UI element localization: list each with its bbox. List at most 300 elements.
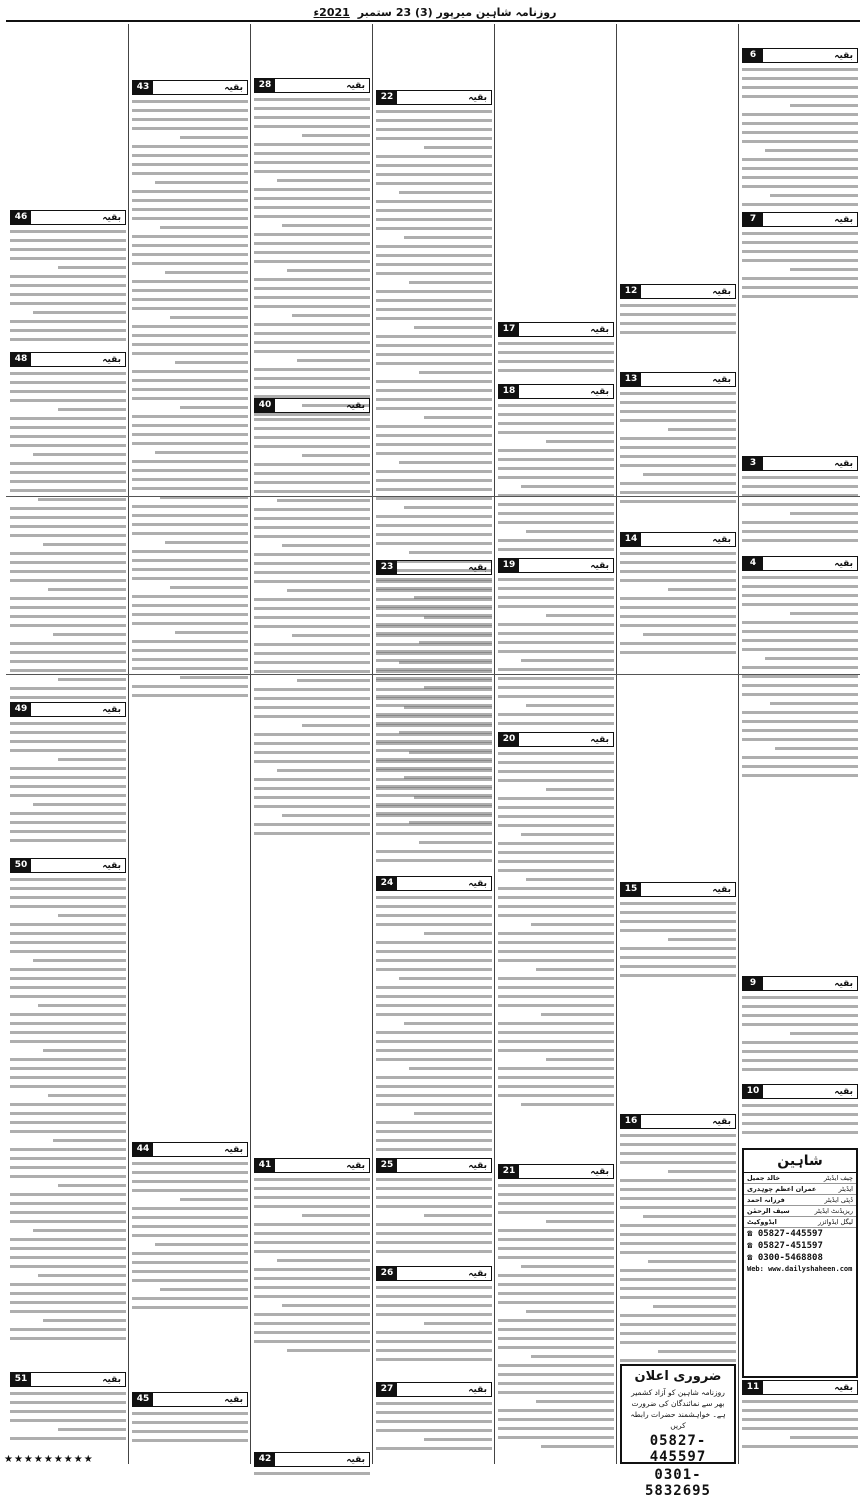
text-line <box>376 724 492 727</box>
story-body <box>498 339 614 375</box>
text-line <box>10 597 126 600</box>
text-line <box>424 1214 492 1217</box>
text-line <box>376 1187 492 1190</box>
text-line <box>498 797 614 800</box>
text-line <box>376 742 492 745</box>
text-line <box>376 823 492 826</box>
text-line <box>498 650 614 653</box>
text-line <box>498 1022 614 1025</box>
text-line <box>498 1373 614 1376</box>
text-line <box>620 1179 736 1182</box>
continuation-tag: بقیہ <box>834 1086 853 1097</box>
text-line <box>254 607 370 610</box>
continued-story <box>132 1142 248 1312</box>
text-line <box>254 1223 370 1226</box>
text-line <box>742 1104 858 1107</box>
text-line <box>132 262 248 265</box>
text-line <box>653 1305 736 1308</box>
text-line <box>10 722 126 725</box>
text-line <box>620 410 736 413</box>
text-line <box>742 86 858 89</box>
text-line <box>376 263 492 266</box>
text-line <box>10 812 126 815</box>
text-line <box>742 203 858 206</box>
text-line <box>376 443 492 446</box>
text-line <box>620 1206 736 1209</box>
text-line <box>132 505 248 508</box>
text-line <box>132 559 248 562</box>
text-line <box>498 713 614 716</box>
text-line <box>10 941 126 944</box>
text-line <box>376 805 492 808</box>
text-line <box>132 1171 248 1174</box>
text-line <box>414 1112 492 1115</box>
story-header <box>376 876 492 891</box>
text-line <box>376 914 492 917</box>
story-header <box>10 858 126 873</box>
text-line <box>498 548 614 551</box>
text-line <box>132 1439 248 1442</box>
text-line <box>376 1004 492 1007</box>
text-line <box>376 959 492 962</box>
text-line <box>10 1157 126 1160</box>
text-line <box>10 749 126 752</box>
continued-story <box>498 732 614 1112</box>
continued-story <box>742 976 858 1076</box>
text-line <box>498 1301 614 1304</box>
text-line <box>10 767 126 770</box>
continuation-tag: بقیہ <box>102 212 121 223</box>
text-line <box>742 259 858 262</box>
text-line <box>254 107 370 110</box>
text-line <box>498 677 614 680</box>
text-line <box>498 806 614 809</box>
text-line <box>10 968 126 971</box>
story-number: 15 <box>621 883 641 896</box>
text-line <box>132 685 248 688</box>
story-number: 13 <box>621 373 641 386</box>
text-line <box>742 140 858 143</box>
text-line <box>498 1049 614 1052</box>
text-line <box>526 878 614 881</box>
text-line <box>742 277 858 280</box>
continuation-tag: بقیہ <box>468 1160 487 1171</box>
text-line <box>10 669 126 672</box>
text-line <box>10 995 126 998</box>
continued-story <box>254 1158 370 1358</box>
text-line <box>254 350 370 353</box>
text-line <box>10 1022 126 1025</box>
text-line <box>10 1076 126 1079</box>
text-line <box>10 1031 126 1034</box>
continuation-tag: بقیہ <box>346 1454 365 1465</box>
newspaper-page <box>6 24 860 1499</box>
continuation-tag: بقیہ <box>712 534 731 545</box>
continued-story <box>742 212 858 302</box>
text-line <box>376 218 492 221</box>
text-line <box>132 1216 248 1219</box>
text-line <box>10 1247 126 1250</box>
text-line <box>254 377 370 380</box>
text-line <box>10 1193 126 1196</box>
text-line <box>498 369 614 372</box>
text-line <box>376 1241 492 1244</box>
text-line <box>254 805 370 808</box>
text-line <box>10 390 126 393</box>
text-line <box>376 155 492 158</box>
text-line <box>498 431 614 434</box>
story-body <box>376 1283 492 1364</box>
text-line <box>132 667 248 670</box>
staff-name: ایڈووکیٹ <box>747 1218 777 1226</box>
text-line <box>33 1229 126 1232</box>
text-line <box>10 516 126 519</box>
continuation-tag: بقیہ <box>102 1374 121 1385</box>
text-line <box>643 633 736 636</box>
continued-story <box>10 210 126 350</box>
text-line <box>254 643 370 646</box>
text-line <box>160 226 248 229</box>
text-line <box>541 1445 614 1448</box>
text-line <box>742 711 858 714</box>
text-line <box>132 199 248 202</box>
text-line <box>10 977 126 980</box>
text-line <box>38 498 126 501</box>
text-line <box>254 1286 370 1289</box>
text-line <box>790 1436 858 1439</box>
text-line <box>254 742 370 745</box>
text-line <box>376 1349 492 1352</box>
text-line <box>498 695 614 698</box>
text-line <box>498 1202 614 1205</box>
text-line <box>287 269 370 272</box>
text-line <box>254 832 370 835</box>
text-line <box>254 760 370 763</box>
text-line <box>254 517 370 520</box>
story-number: 50 <box>11 859 31 872</box>
text-line <box>376 589 492 592</box>
text-line <box>254 562 370 565</box>
text-line <box>404 706 492 709</box>
continuation-tag: بقیہ <box>468 1268 487 1279</box>
text-line <box>742 95 858 98</box>
text-line <box>10 579 126 582</box>
continued-story <box>742 456 858 546</box>
text-line <box>404 1022 492 1025</box>
continuation-tag: بقیہ <box>590 1166 609 1177</box>
text-line <box>10 1148 126 1151</box>
text-line <box>132 298 248 301</box>
story-header <box>254 1452 370 1467</box>
text-line <box>424 146 492 149</box>
story-body <box>254 1175 370 1355</box>
text-line <box>620 579 736 582</box>
text-line <box>10 338 126 341</box>
continued-story <box>10 352 126 702</box>
story-number: 17 <box>499 323 519 336</box>
text-line <box>790 104 858 107</box>
text-line <box>620 570 736 573</box>
masthead-month: ستمبر <box>357 5 392 19</box>
story-body <box>620 301 736 337</box>
text-line <box>254 823 370 826</box>
text-line <box>254 733 370 736</box>
text-line <box>790 512 858 515</box>
text-line <box>620 1233 736 1236</box>
story-header <box>498 732 614 747</box>
text-line <box>10 381 126 384</box>
text-line <box>10 1419 126 1422</box>
story-number: 41 <box>255 1159 275 1172</box>
text-line <box>254 688 370 691</box>
text-line <box>498 1229 614 1232</box>
text-line <box>742 648 858 651</box>
text-line <box>376 643 492 646</box>
text-line <box>742 185 858 188</box>
continued-story <box>254 1452 370 1465</box>
text-line <box>498 1184 614 1187</box>
story-header <box>620 1114 736 1129</box>
text-line <box>546 614 614 617</box>
continuation-tag: بقیہ <box>468 878 487 889</box>
text-line <box>742 1418 858 1421</box>
text-line <box>254 616 370 619</box>
story-body <box>254 1469 370 1478</box>
story-body <box>742 993 858 1074</box>
text-line <box>132 1252 248 1255</box>
text-line <box>521 659 614 662</box>
text-line <box>277 769 370 772</box>
text-line <box>498 1346 614 1349</box>
text-line <box>10 480 126 483</box>
continued-story <box>620 882 736 982</box>
text-line <box>409 1067 492 1070</box>
text-line <box>620 322 736 325</box>
text-line <box>254 598 370 601</box>
text-line <box>254 260 370 263</box>
text-line <box>132 325 248 328</box>
story-body <box>10 369 126 702</box>
text-line <box>10 1103 126 1106</box>
text-line <box>287 1349 370 1352</box>
story-body <box>132 97 248 700</box>
story-body <box>742 229 858 301</box>
column-rule <box>738 24 739 1464</box>
text-line <box>620 947 736 950</box>
text-line <box>620 642 736 645</box>
text-line <box>10 275 126 278</box>
text-line <box>526 530 614 533</box>
text-line <box>10 923 126 926</box>
story-body <box>742 1101 858 1137</box>
text-line <box>132 127 248 130</box>
story-number: 14 <box>621 533 641 546</box>
text-line <box>620 965 736 968</box>
text-line <box>132 550 248 553</box>
column-rule <box>616 24 617 1464</box>
continuation-tag: بقیہ <box>590 386 609 397</box>
text-line <box>10 776 126 779</box>
text-line <box>742 1005 858 1008</box>
story-number: 23 <box>377 561 397 574</box>
text-line <box>620 902 736 905</box>
text-line <box>376 1103 492 1106</box>
text-line <box>643 473 736 476</box>
text-line <box>376 524 492 527</box>
text-line <box>254 1205 370 1208</box>
text-line <box>132 163 248 166</box>
story-header <box>376 560 492 575</box>
text-line <box>10 887 126 890</box>
text-line <box>424 1438 492 1441</box>
story-header <box>376 1266 492 1281</box>
text-line <box>376 1040 492 1043</box>
text-line <box>742 1041 858 1044</box>
story-number: 16 <box>621 1115 641 1128</box>
text-line <box>620 1152 736 1155</box>
text-line <box>132 577 248 580</box>
story-body <box>742 473 858 545</box>
text-line <box>254 652 370 655</box>
text-line <box>132 622 248 625</box>
text-line <box>620 500 736 503</box>
text-line <box>10 302 126 305</box>
text-line <box>498 905 614 908</box>
text-line <box>620 392 736 395</box>
continuation-tag: بقیہ <box>102 354 121 365</box>
text-line <box>10 642 126 645</box>
text-line <box>132 613 248 616</box>
text-line <box>376 317 492 320</box>
continuation-tag: بقیہ <box>834 1382 853 1393</box>
text-line <box>376 173 492 176</box>
text-line <box>742 1050 858 1053</box>
text-line <box>620 464 736 467</box>
story-header <box>498 1164 614 1179</box>
text-line <box>376 380 492 383</box>
text-line <box>742 1400 858 1403</box>
notice-phone: 05827-445597 <box>649 1433 707 1465</box>
story-header <box>498 558 614 573</box>
text-line <box>10 1283 126 1286</box>
story-body <box>10 227 126 344</box>
text-line <box>132 1279 248 1282</box>
continued-story <box>376 560 492 870</box>
text-line <box>277 179 370 182</box>
text-line <box>376 1402 492 1405</box>
continuation-tag: بقیہ <box>590 324 609 335</box>
text-line <box>658 1350 736 1353</box>
continued-story <box>132 80 248 700</box>
notice-phone: 0301-5832695 <box>644 1467 711 1499</box>
text-line <box>132 1306 248 1309</box>
text-line <box>10 1013 126 1016</box>
column-1 <box>740 24 860 1464</box>
continuation-tag: بقیہ <box>102 704 121 715</box>
text-line <box>409 281 492 284</box>
text-line <box>376 470 492 473</box>
text-line <box>498 605 614 608</box>
text-line <box>376 407 492 410</box>
continuation-tag: بقیہ <box>224 1144 243 1155</box>
text-line <box>376 580 492 583</box>
text-line <box>498 539 614 542</box>
text-line <box>742 167 858 170</box>
text-line <box>498 1337 614 1340</box>
text-line <box>43 1049 126 1052</box>
continued-story <box>254 78 370 418</box>
text-line <box>376 1420 492 1423</box>
text-line <box>132 253 248 256</box>
text-line <box>742 113 858 116</box>
text-line <box>521 485 614 488</box>
text-line <box>376 1085 492 1088</box>
text-line <box>10 696 126 699</box>
text-line <box>10 785 126 788</box>
text-line <box>620 1359 736 1362</box>
staff-name: سیف الرحمٰن <box>747 1207 790 1215</box>
text-line <box>58 914 126 917</box>
text-line <box>770 194 858 197</box>
text-line <box>376 625 492 628</box>
text-line <box>620 313 736 316</box>
text-line <box>742 621 858 624</box>
text-line <box>376 1223 492 1226</box>
continuation-tag: بقیہ <box>224 82 243 93</box>
text-line <box>668 588 736 591</box>
text-line <box>668 428 736 431</box>
continued-story <box>498 322 614 382</box>
text-line <box>376 200 492 203</box>
text-line <box>376 905 492 908</box>
text-line <box>10 329 126 332</box>
story-body <box>742 1397 858 1451</box>
text-line <box>254 553 370 556</box>
text-line <box>498 458 614 461</box>
text-line <box>498 1247 614 1250</box>
text-line <box>790 268 858 271</box>
text-line <box>498 824 614 827</box>
text-line <box>254 472 370 475</box>
text-line <box>498 914 614 917</box>
text-line <box>254 323 370 326</box>
text-line <box>742 594 858 597</box>
text-line <box>132 1261 248 1264</box>
story-body <box>10 875 126 1343</box>
text-line <box>33 311 126 314</box>
text-line <box>10 462 126 465</box>
text-line <box>620 1251 736 1254</box>
text-line <box>376 1295 492 1298</box>
text-line <box>620 1278 736 1281</box>
text-line <box>376 634 492 637</box>
continued-story <box>10 858 126 1348</box>
text-line <box>10 239 126 242</box>
text-line <box>742 530 858 533</box>
text-line <box>254 1472 370 1475</box>
text-line <box>498 1391 614 1394</box>
text-line <box>10 1292 126 1295</box>
text-line <box>620 455 736 458</box>
text-line <box>10 660 126 663</box>
text-line <box>790 612 858 615</box>
text-line <box>376 670 492 673</box>
text-line <box>742 666 858 669</box>
text-line <box>376 968 492 971</box>
continuation-tag: بقیہ <box>834 558 853 569</box>
text-line <box>376 1031 492 1034</box>
text-line <box>521 1265 614 1268</box>
